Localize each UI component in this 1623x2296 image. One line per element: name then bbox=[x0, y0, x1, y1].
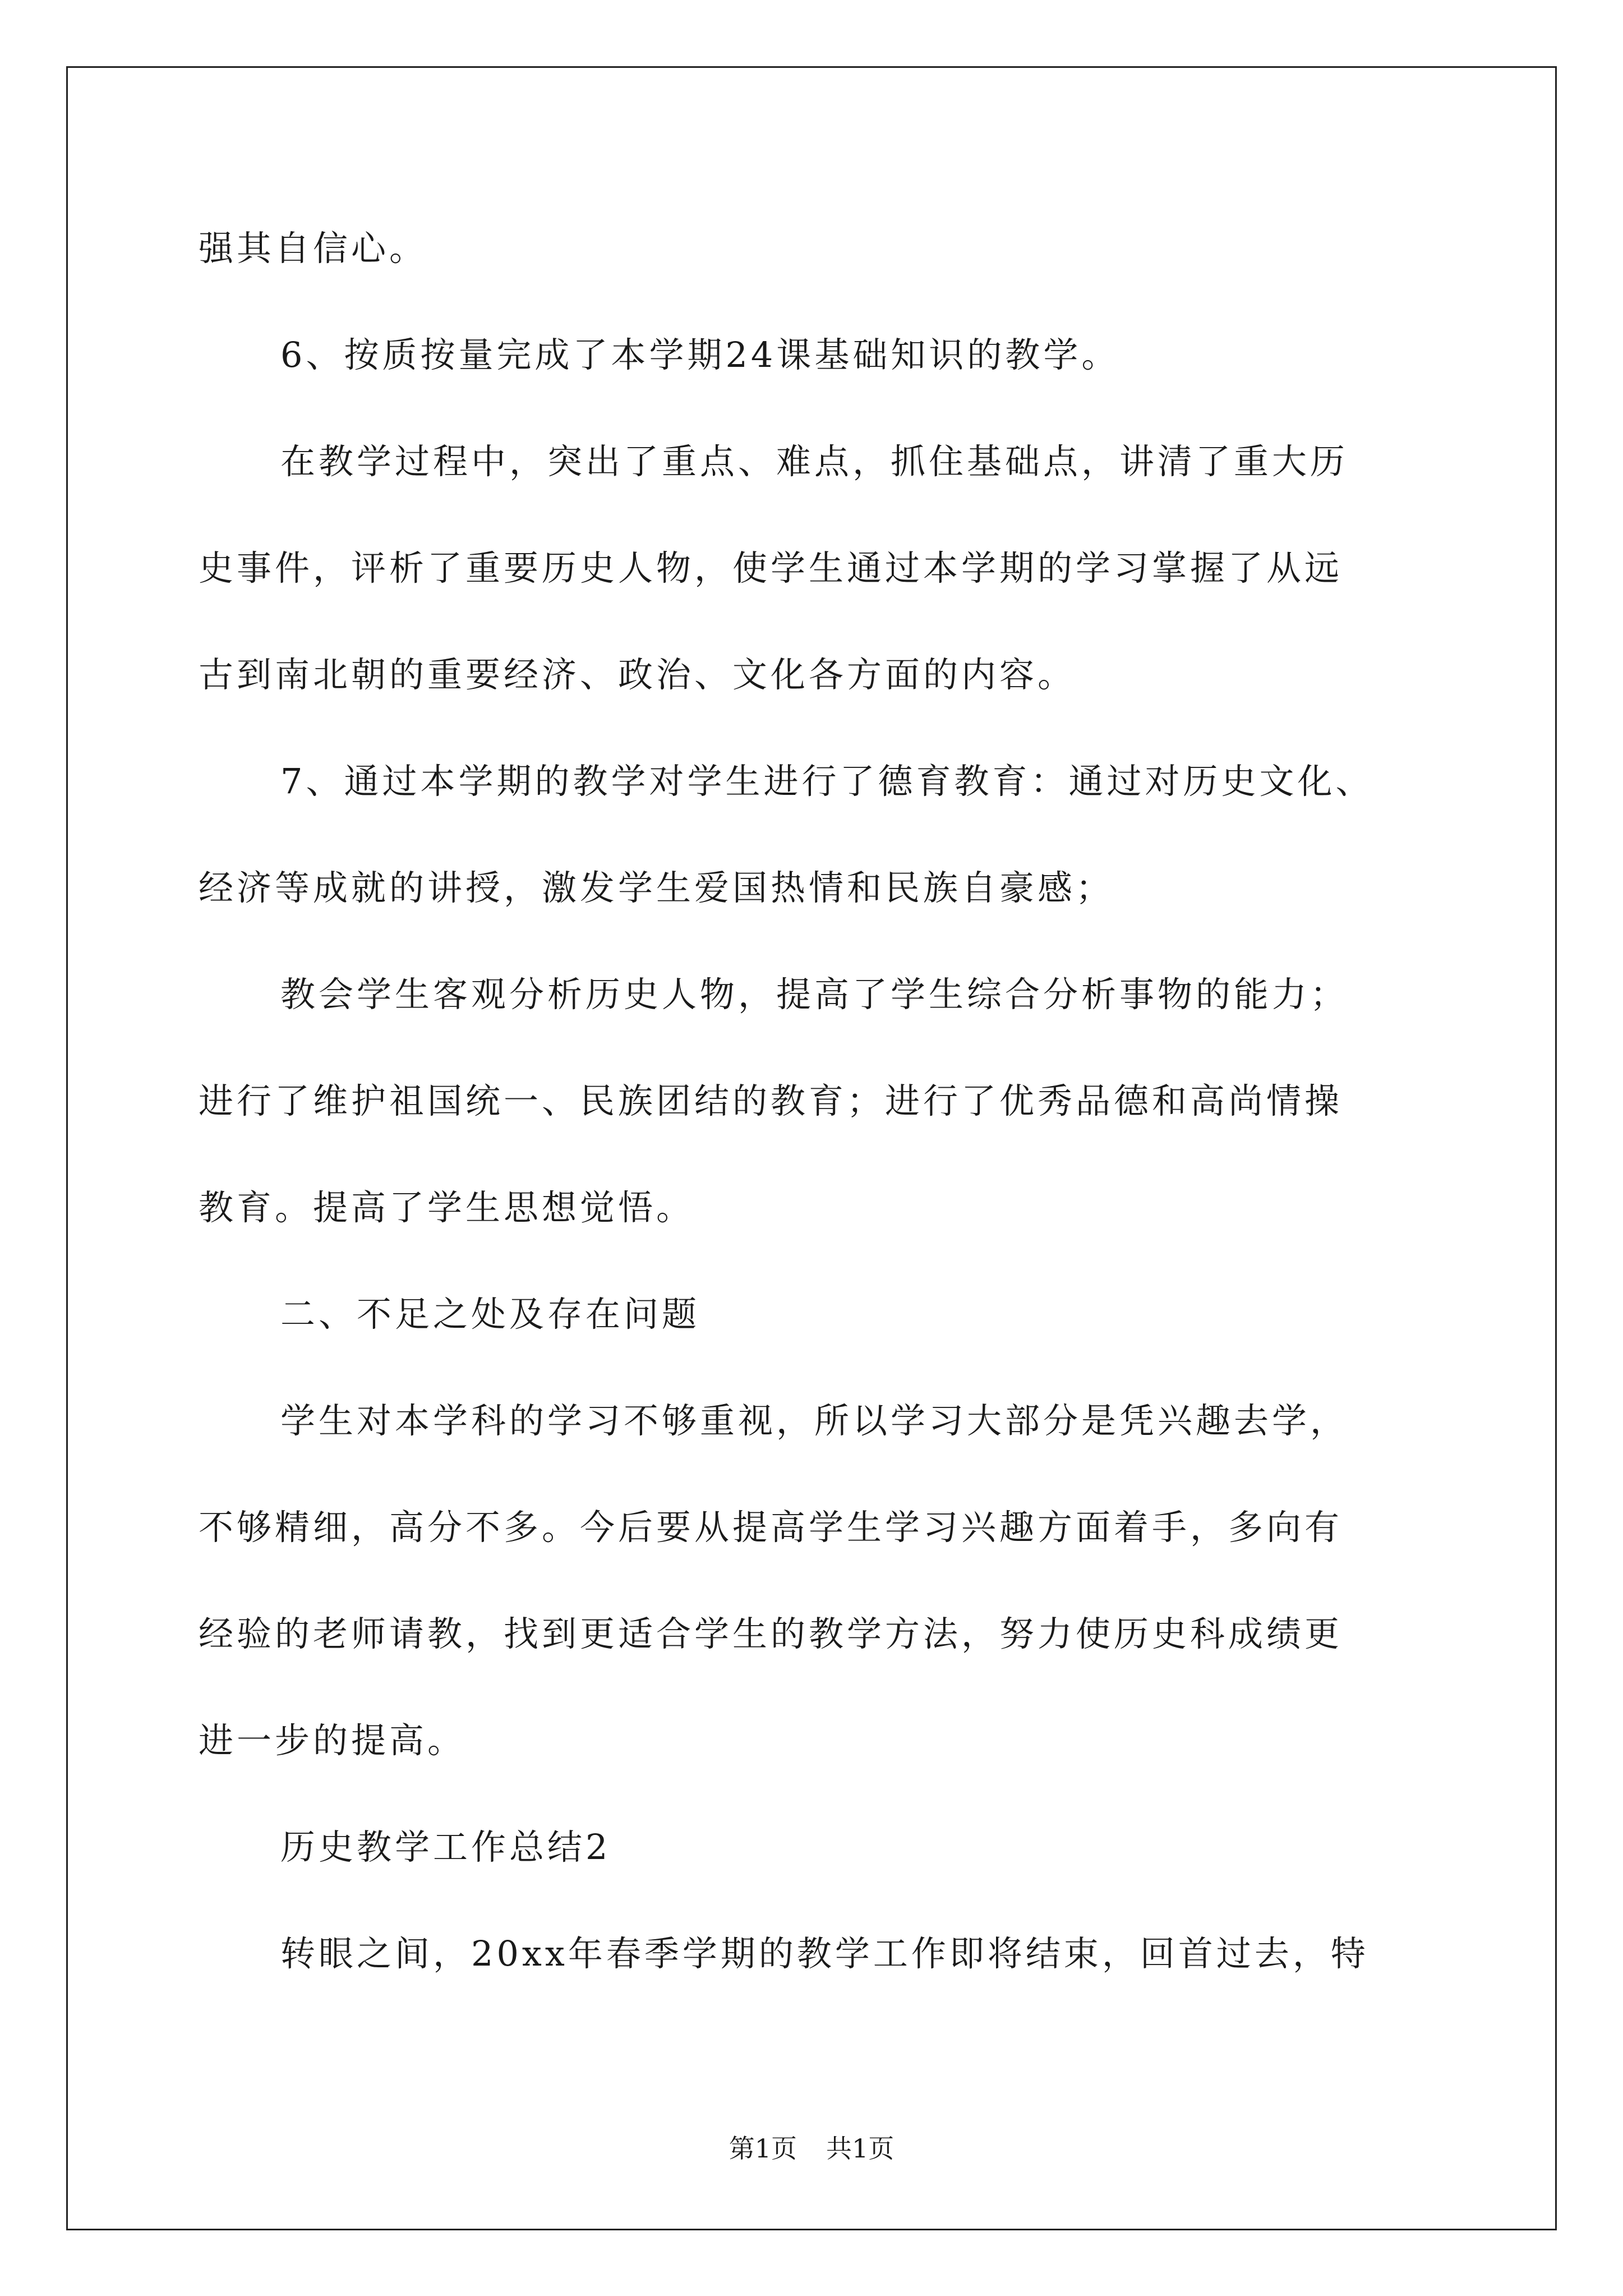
page-border bbox=[66, 66, 1557, 2230]
text-line: 进一步的提高。 bbox=[199, 1720, 466, 1761]
section-heading: 二、不足之处及存在问题 bbox=[280, 1294, 700, 1335]
text-line: 学生对本学科的学习不够重视，所以学习大部分是凭兴趣去学， bbox=[280, 1400, 1349, 1441]
text-line: 进行了维护祖国统一、民族团结的教育；进行了优秀品德和高尚情操 bbox=[199, 1080, 1343, 1121]
text-line: 古到南北朝的重要经济、政治、文化各方面的内容。 bbox=[199, 654, 1076, 695]
text-line: 在教学过程中，突出了重点、难点，抓住基础点，讲清了重大历 bbox=[280, 441, 1349, 482]
text-line: 史事件，评析了重要历史人物，使学生通过本学期的学习掌握了从远 bbox=[199, 547, 1343, 588]
text-line: 转眼之间，20xx年春季学期的教学工作即将结束，回首过去，特 bbox=[280, 1933, 1369, 1974]
text-line: 不够精细，高分不多。今后要从提高学生学习兴趣方面着手，多向有 bbox=[199, 1507, 1343, 1548]
page-footer bbox=[0, 2132, 1623, 2165]
text-line: 6、按质按量完成了本学期24课基础知识的教学。 bbox=[280, 334, 1120, 375]
page-total: 共1页 bbox=[826, 2133, 895, 2164]
text-line: 教育。提高了学生思想觉悟。 bbox=[199, 1187, 695, 1228]
page-number: 第1页 bbox=[728, 2133, 797, 2164]
text-line: 强其自信心。 bbox=[199, 228, 428, 269]
text-line: 7、通过本学期的教学对学生进行了德育教育：通过对历史文化、 bbox=[280, 761, 1374, 802]
section-title: 历史教学工作总结2 bbox=[280, 1826, 611, 1867]
text-line: 经验的老师请教，找到更适合学生的教学方法，努力使历史科成绩更 bbox=[199, 1613, 1343, 1654]
text-line: 教会学生客观分析历史人物，提高了学生综合分析事物的能力； bbox=[280, 974, 1349, 1015]
text-line: 经济等成就的讲授，激发学生爱国热情和民族自豪感； bbox=[199, 867, 1114, 908]
